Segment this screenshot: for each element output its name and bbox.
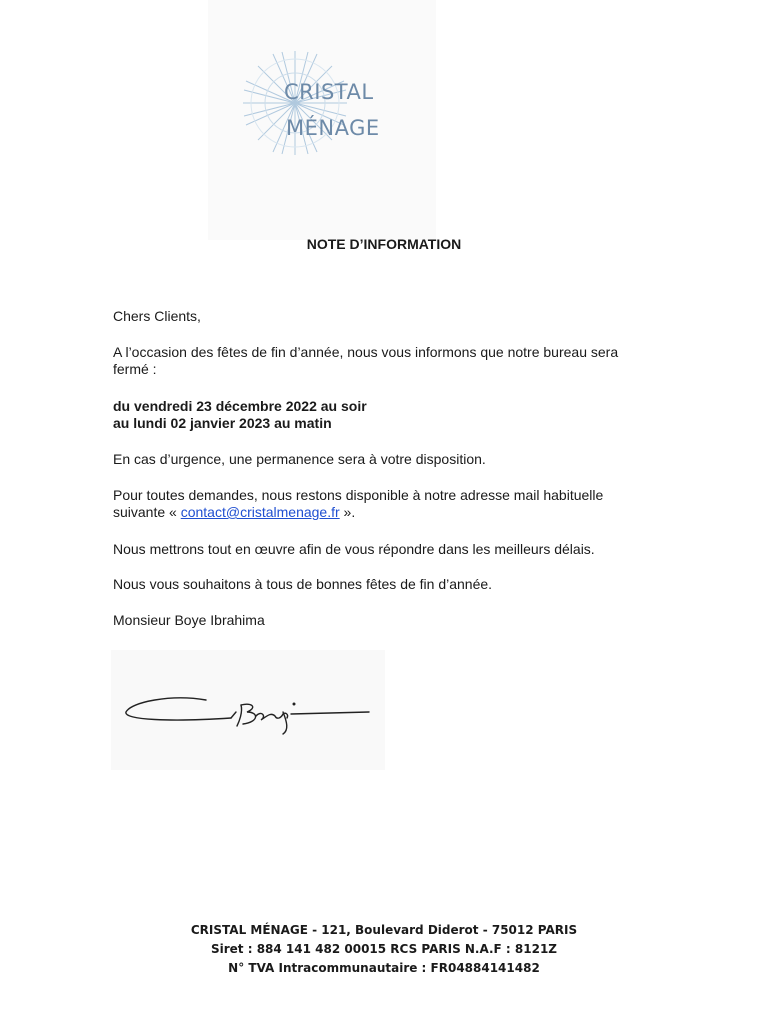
page-title: NOTE D’INFORMATION — [306, 236, 462, 252]
contact-text-before: Pour toutes demandes, nous restons disponible à notre adresse mail habituelle suivante « — [113, 487, 604, 520]
closure-to-date: au lundi 02 janvier 2023 au matin — [113, 415, 332, 431]
paragraph-commitment: Nous mettrons tout en œuvre afin de vous répondre dans les meilleurs délais. — [113, 541, 595, 557]
signatory-name: Monsieur Boye Ibrahima — [113, 612, 265, 628]
footer-vat: N° TVA Intracommunautaire : FR04884141482 — [228, 961, 540, 975]
handwritten-signature — [111, 650, 385, 770]
logo-text-line2: MÉNAGE — [286, 116, 380, 140]
paragraph-closure-notice: A l’occasion des fêtes de fin d’année, nous vous informons que notre bureau sera fermé : — [113, 344, 619, 377]
contact-email-link[interactable]: contact@cristalmenage.fr — [180, 504, 340, 520]
closure-from-date: du vendredi 23 décembre 2022 au soir — [113, 398, 367, 414]
paragraph-wishes: Nous vous souhaitons à tous de bonnes fêtes de fin d’année. — [113, 576, 493, 592]
paragraph-emergency: En cas d’urgence, une permanence sera à votre disposition. — [113, 451, 486, 467]
contact-text-after: ». — [339, 504, 356, 520]
footer-siret: Siret : 884 141 482 00015 RCS PARIS N.A.F : 8121Z — [210, 942, 558, 956]
company-logo — [208, 0, 436, 240]
footer-address: CRISTAL MÉNAGE - 121, Boulevard Diderot - 75012 PARIS — [190, 923, 578, 937]
paragraph-contact — [113, 487, 653, 521]
signature-image — [111, 650, 385, 770]
logo-text-line1: CRISTAL — [284, 80, 374, 104]
footer — [0, 921, 768, 978]
greeting: Chers Clients, — [113, 308, 201, 324]
